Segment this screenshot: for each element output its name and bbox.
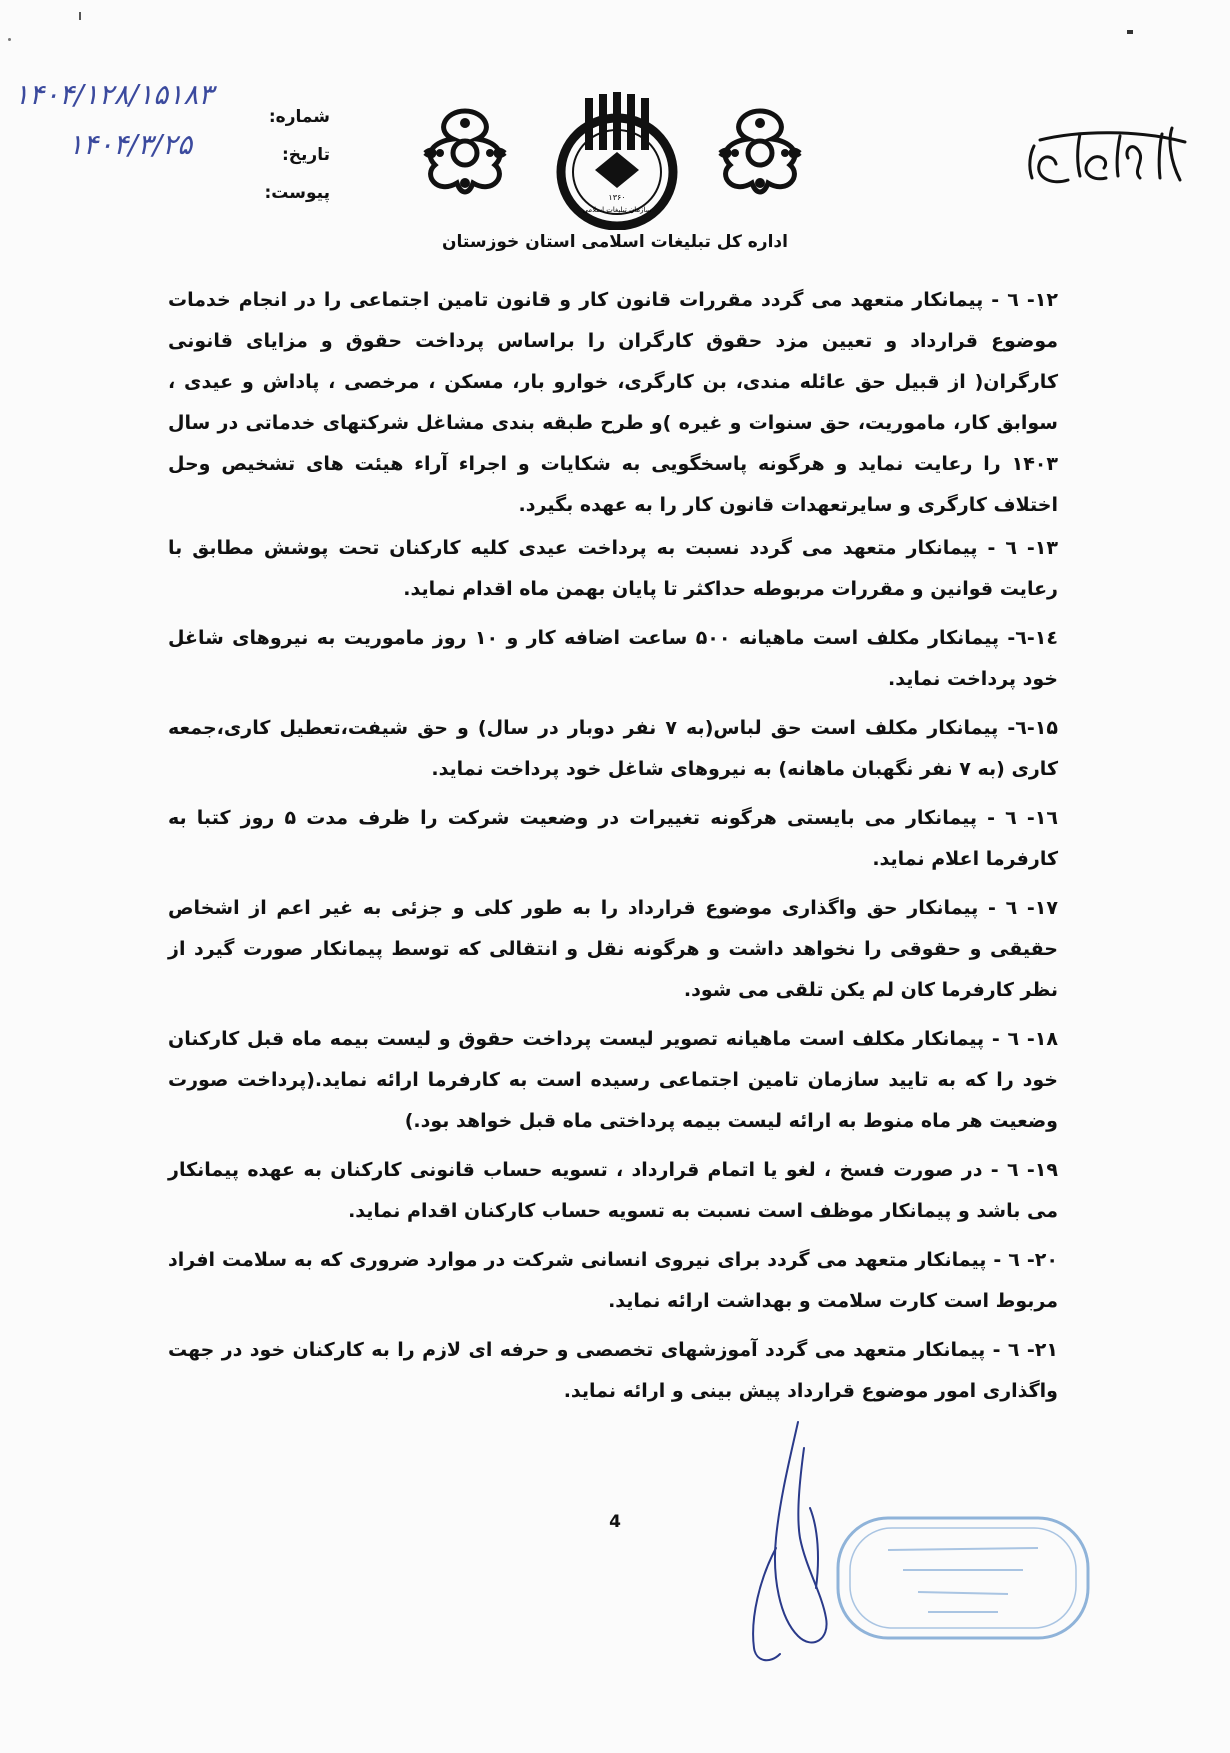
clause-21: ۲۱- ٦ - پیمانکار متعهد می گردد آموزشهای تخصصی و حرفه ای لازم را به کارکنان خود در جهت واگذاری امور موضوع قرارداد پیش بینی و ارائه نماید. — [168, 1339, 1058, 1402]
signature-icon — [740, 1418, 870, 1668]
ornament-right-icon — [710, 103, 810, 203]
clause-20: ۲۰- ٦ - پیمانکار متعهد می گردد برای نیروی انسانی شرکت در موارد ضروری که به سلامت افراد مربوط است کارت سلامت و بهداشت ارائه نماید. — [168, 1249, 1058, 1312]
clause-17: ۱۷- ٦ - پیمانکار حق واگذاری موضوع قرارداد را به طور کلی و جزئی به غیر اعم از اشخاص حقیقی و حقوقی را نخواهد داشت و هرگونه نقل و انتقالی که توسط پیمانکار صورت گیرد از نظر کارفرما کان لم یکن تلقی می شود. — [168, 897, 1058, 1001]
date-label: تاریخ: — [282, 145, 330, 165]
emblem-text: سازمان تبلیغات اسلامی — [582, 206, 652, 214]
basmala-calligraphy-icon — [1020, 120, 1190, 190]
clause-12: ۱۲- ٦ - پیمانکار متعهد می گردد مقررات قانون کار و قانون تامین اجتماعی را در انجام خدمات موضوع قرارداد و تعیین مزد حقوق کارگران را براساس پرداخت حقوق و مزایای قانونی کارگران( از قبیل حق عائله مندی، بن کارگری، خوارو بار، مسکن ، مرخصی ، پاداش و عیدی ، سوابق کار، ماموریت، حق سنوات و غیره )و طرح طبقه بندی مشاغل شرکتهای خدماتی در سال ۱۴۰۳ را رعایت نماید و هرگونه پاسخگویی به شکایات و اجراء آراء هیئت های تشخیص وحل اختلاف کارگری و سایرتعهدات قانون کار را به عهده بگیرد. — [168, 289, 1058, 516]
handwritten-letter-number: ۱۴۰۴/۱۲۸/۱۵۱۸۳ — [14, 78, 214, 111]
scan-mark — [79, 12, 81, 20]
number-label: شماره: — [268, 107, 330, 127]
clause-16: ۱٦- ٦ - پیمانکار می بایستی هرگونه تغییرات در وضعیت شرکت را ظرف مدت ۵ روز کتبا به کارفرما اعلام نماید. — [168, 807, 1058, 870]
clause-18: ۱۸- ٦ - پیمانکار مکلف است ماهیانه تصویر لیست پرداخت حقوق و لیست بیمه ماه قبل کارکنان خود را که به تایید سازمان تامین اجتماعی رسیده است به کارفرما ارائه نماید.(پرداخت صورت وضعیت هر ماه منوط به ارائه لیست بیمه پرداختی ماه قبل خواهد بود.) — [168, 1028, 1058, 1132]
organization-emblem-icon — [547, 92, 687, 230]
emblem-year: ۱۳۶۰ — [608, 193, 626, 202]
ornament-left-icon — [415, 103, 515, 203]
scan-mark — [8, 38, 11, 41]
clause-15: ۱۵-٦- پیمانکار مکلف است حق لباس(به ۷ نفر دوبار در سال) و حق شیفت،تعطیل کاری،جمعه کاری (به ۷ نفر نگهبان ماهانه) به نیروهای شاغل خود پرداخت نماید. — [168, 717, 1058, 780]
scan-mark — [1127, 30, 1133, 34]
letter-meta-labels — [240, 98, 330, 212]
clause-13: ۱۳- ٦ - پیمانکار متعهد می گردد نسبت به پرداخت عیدی کلیه کارکنان تحت پوشش مطابق با رعایت قوانین و مقررات مربوطه حداکثر تا پایان بهمن ماه اقدام نماید. — [168, 537, 1058, 600]
handwritten-letter-date: ۱۴۰۴/۳/۲۵ — [68, 128, 193, 161]
page-number: 4 — [609, 1512, 621, 1532]
contract-clauses — [168, 280, 1058, 1420]
clause-19: ۱۹- ٦ - در صورت فسخ ، لغو یا اتمام قرارداد ، تسویه حساب قانونی کارکنان به عهده پیمانکار می باشد و پیمانکار موظف است نسبت به تسویه حساب کارکنان اقدام نماید. — [168, 1159, 1058, 1222]
attachment-label: پیوست: — [264, 183, 330, 203]
organization-title: اداره کل تبلیغات اسلامی استان خوزستان — [442, 232, 788, 252]
clause-14: ۱٤-٦- پیمانکار مکلف است ماهیانه ۵۰۰ ساعت اضافه کار و ۱۰ روز ماموریت به نیروهای شاغل خود پرداخت نماید. — [168, 627, 1058, 690]
